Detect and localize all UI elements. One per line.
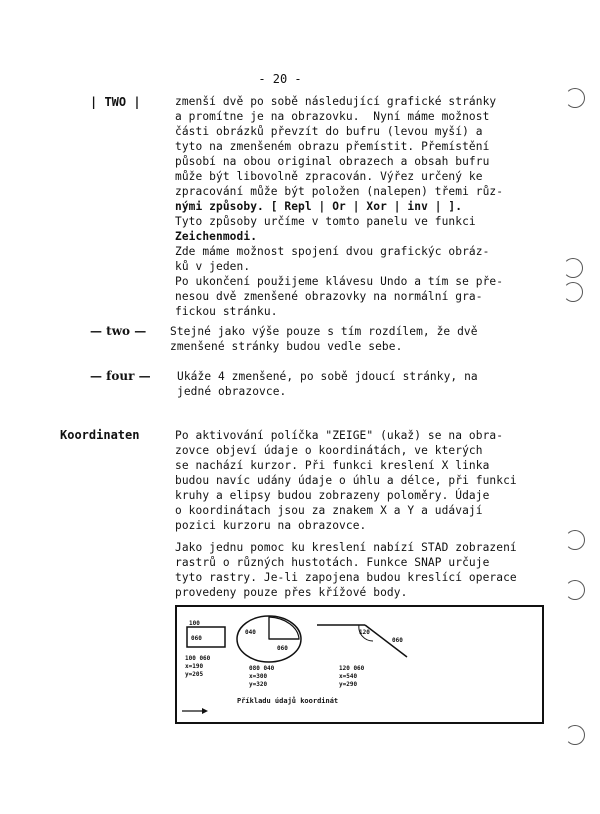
text-line: Ukáže 4 zmenšené, po sobě jdoucí stránky, na — [177, 370, 478, 383]
text-line: se nachází kurzor. Při funkci kreslení X linka — [175, 459, 490, 472]
fig-rect-width: 100 — [189, 620, 200, 627]
text-line: nesou dvě zmenšené obrazovky na normální gra- — [175, 290, 483, 303]
fig-line-x: x=540 — [339, 673, 358, 680]
fig-caption: Příkladu údajů koordinát — [237, 697, 339, 705]
text-line: zpracování může být položen (nalepen) třemi růz- — [175, 185, 504, 198]
coordinate-example-figure — [175, 605, 544, 724]
section-text-koordinaten-2 — [175, 540, 517, 600]
text-line: působí na obou original obrazech a obsah bufru — [175, 155, 490, 168]
page-number: - 20 - — [258, 72, 302, 86]
text-line: fickou stránku. — [175, 305, 278, 318]
text-line: a promítne je na obrazovku. Nyní máme možnost — [175, 110, 490, 123]
text-line: zmenšené stránky budou vedle sebe. — [170, 340, 403, 353]
fig-ellipse-r2: 060 — [277, 645, 288, 652]
text-line: zovce objeví údaje o koordinátách, ve kterých — [175, 444, 483, 457]
text-line: tyto na zmenšeném obrazu přemístit. Přemístění — [175, 140, 490, 153]
text-line: rastrů o různých hustotách. Funkce SNAP určuje — [175, 556, 490, 569]
text-line: o koordinátach jsou za znakem X a Y a udávají — [175, 504, 483, 517]
binder-hole-mark — [565, 580, 585, 600]
text-line: Zeichenmodi. — [175, 230, 258, 243]
section-text-TWO — [175, 94, 503, 319]
text-line: pozici kurzoru na obrazovce. — [175, 519, 367, 532]
fig-ellipse-y: y=320 — [249, 681, 268, 688]
binder-hole-mark — [563, 258, 583, 278]
text-line: provedeny pouze přes křížové body. — [175, 586, 408, 599]
text-line: kruhy a elipsy budou zobrazeny poloměry. Údaje — [175, 489, 490, 502]
text-line: může být libovolně zpracován. Výřez určený ke — [175, 170, 483, 183]
fig-ellipse-x: x=300 — [249, 673, 268, 680]
fig-line-y: y=290 — [339, 681, 358, 688]
text-line: zmenší dvě po sobě následující grafické stránky — [175, 95, 497, 108]
fig-line-al: 120 060 — [339, 665, 365, 672]
section-text-koordinaten — [175, 428, 517, 533]
text-line: Tyto způsoby určíme v tomto panelu ve funkci — [175, 215, 476, 228]
binder-hole-mark — [565, 88, 585, 108]
text-line: jedné obrazovce. — [177, 385, 287, 398]
text-line: budou navíc udány údaje o úhlu a délce, při funkci — [175, 474, 517, 487]
text-line: Po aktivování políčka "ZEIGE" (ukaž) se na obra- — [175, 429, 504, 442]
binder-hole-mark — [563, 282, 583, 302]
section-label-koordinaten: Koordinaten — [60, 428, 140, 442]
section-text-four — [177, 369, 478, 399]
section-text-two — [170, 324, 478, 354]
fig-line-angle: 120 — [359, 629, 370, 636]
text-line: Jako jednu pomoc ku kreslení nabízí STAD zobrazení — [175, 541, 517, 554]
fig-rect-wh: 100 060 — [185, 655, 211, 662]
fig-rect-x: x=190 — [185, 663, 204, 670]
text-line: části obrázků převzít do bufru (levou myší) a — [175, 125, 483, 138]
text-line: nými způsoby. [ Repl | Or | Xor | inv | ]. — [175, 200, 463, 213]
fig-line-length: 060 — [392, 637, 403, 644]
fig-rect-height: 060 — [191, 635, 202, 642]
text-line: tyto rastry. Je-li zapojena budou kreslící operace — [175, 571, 517, 584]
fig-ellipse-rr: 080 040 — [249, 665, 275, 672]
binder-hole-mark — [565, 530, 585, 550]
binder-hole-mark — [565, 725, 585, 745]
text-line: Zde máme možnost spojení dvou grafickýc obráz- — [175, 245, 490, 258]
fig-rect-y: y=205 — [185, 671, 204, 678]
section-label-four: — four — — [90, 369, 151, 383]
section-label-TWO: | TWO | — [90, 95, 141, 109]
section-label-two: — two — — [90, 324, 147, 338]
text-line: Po ukončení použijeme klávesu Undo a tím se pře- — [175, 275, 504, 288]
text-line: Stejné jako výše pouze s tím rozdílem, že dvě — [170, 325, 478, 338]
text-line: ků v jeden. — [175, 260, 251, 273]
fig-ellipse-r1: 040 — [245, 629, 256, 636]
